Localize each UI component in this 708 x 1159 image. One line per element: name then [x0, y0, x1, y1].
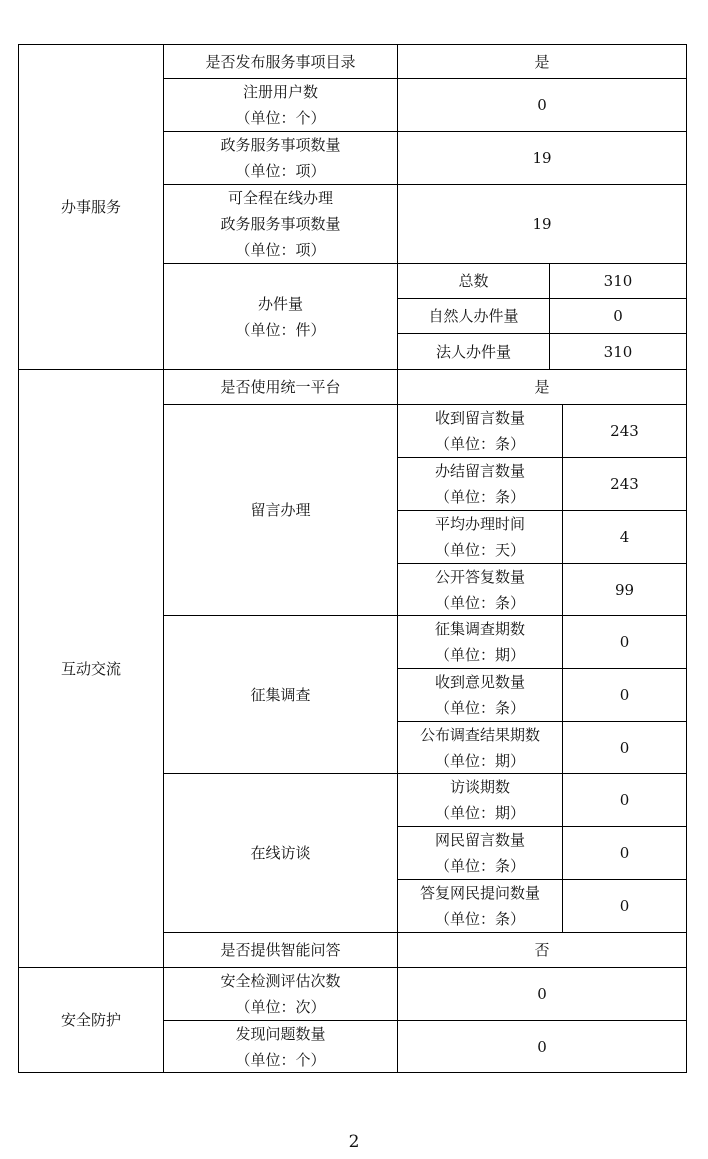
sub-label: 访谈期数 （单位：期）	[397, 773, 563, 827]
sub-value: 310	[549, 333, 687, 370]
row-value: 0	[397, 1020, 687, 1073]
sub-value: 0	[562, 879, 687, 933]
sub-value: 0	[562, 826, 687, 880]
section-cell: 互动交流	[18, 369, 164, 968]
group-label: 办件量 （单位：件）	[163, 263, 398, 370]
row-label: 安全检测评估次数 （单位：次）	[163, 967, 398, 1021]
row-value: 19	[397, 131, 687, 185]
sub-label: 公开答复数量 （单位：条）	[397, 563, 563, 616]
sub-label: 公布调查结果期数 （单位：期）	[397, 721, 563, 774]
sub-value: 243	[562, 457, 687, 511]
sub-label: 平均办理时间 （单位：天）	[397, 510, 563, 564]
sub-value: 310	[549, 263, 687, 299]
group-label: 征集调查	[163, 615, 398, 774]
sub-value: 0	[562, 721, 687, 774]
row-value: 是	[397, 44, 687, 79]
row-value: 否	[397, 932, 687, 968]
row-label: 发现问题数量 （单位：个）	[163, 1020, 398, 1073]
sub-value: 0	[549, 298, 687, 334]
sub-label: 收到意见数量 （单位：条）	[397, 668, 563, 722]
row-value: 是	[397, 369, 687, 405]
row-value: 0	[397, 967, 687, 1021]
sub-value: 0	[562, 773, 687, 827]
sub-value: 4	[562, 510, 687, 564]
sub-label: 总数	[397, 263, 550, 299]
section-cell: 安全防护	[18, 967, 164, 1073]
sub-label: 自然人办件量	[397, 298, 550, 334]
group-label: 留言办理	[163, 404, 398, 616]
row-value: 19	[397, 184, 687, 264]
row-label: 政务服务事项数量 （单位：项）	[163, 131, 398, 185]
sub-label: 答复网民提问数量 （单位：条）	[397, 879, 563, 933]
sub-label: 办结留言数量 （单位：条）	[397, 457, 563, 511]
sub-label: 法人办件量	[397, 333, 550, 370]
sub-label: 征集调查期数 （单位：期）	[397, 615, 563, 669]
row-value: 0	[397, 78, 687, 132]
group-label: 在线访谈	[163, 773, 398, 933]
sub-value: 243	[562, 404, 687, 458]
section-cell: 办事服务	[18, 44, 164, 370]
row-label: 是否提供智能问答	[163, 932, 398, 968]
sub-value: 0	[562, 615, 687, 669]
row-label: 是否使用统一平台	[163, 369, 398, 405]
row-label: 注册用户数 （单位：个）	[163, 78, 398, 132]
row-label: 可全程在线办理 政务服务事项数量 （单位：项）	[163, 184, 398, 264]
sub-value: 0	[562, 668, 687, 722]
sub-label: 收到留言数量 （单位：条）	[397, 404, 563, 458]
page-number: 2	[348, 1132, 360, 1152]
sub-value: 99	[562, 563, 687, 616]
sub-label: 网民留言数量 （单位：条）	[397, 826, 563, 880]
row-label: 是否发布服务事项目录	[163, 44, 398, 79]
